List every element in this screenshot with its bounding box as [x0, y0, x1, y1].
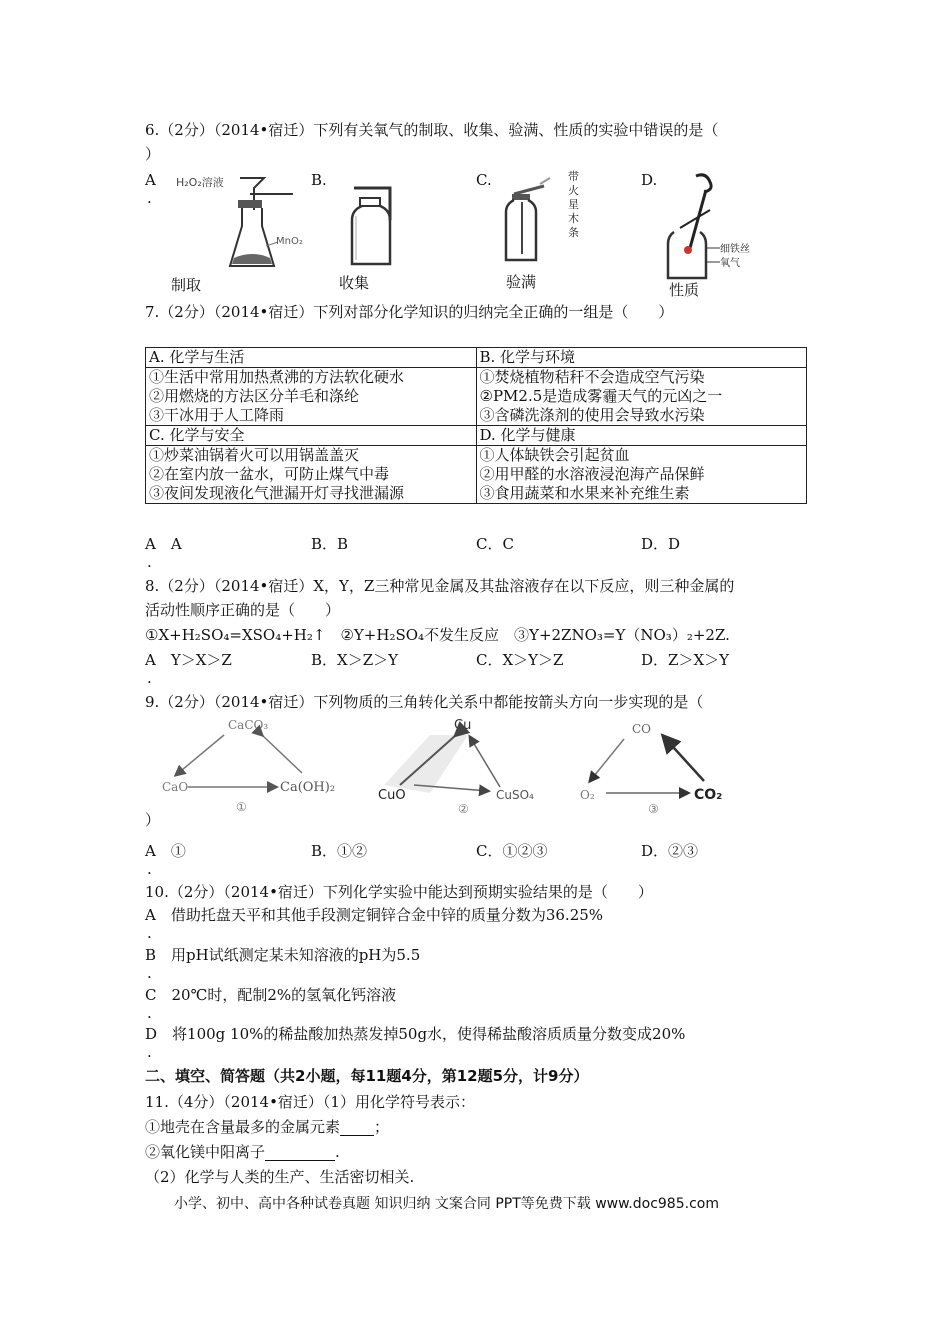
q11-stem: 11.（4分）（2014•宿迁）（1）用化学符号表示：	[145, 1093, 475, 1111]
section-2-title: 二、填空、简答题（共2小题，每11题4分，第12题5分，计9分）	[145, 1067, 589, 1085]
q11-line1: ①地壳在含量最多的金属元素 ；	[145, 1118, 390, 1136]
svg-text:火: 火	[568, 184, 579, 197]
q8-reactions: ①X+H₂SO₄=XSO₄+H₂↑ ②Y+H₂SO₄不发生反应 ③Y+2ZNO₃=Y（NO₃）₂+2Z.	[145, 626, 730, 644]
q9-stem: 9.（2分）（2014•宿迁）下列物质的三角转化关系中都能按箭头方向一步实现的是（	[145, 693, 704, 711]
note-oxygen: 氧气	[720, 258, 740, 269]
diagram-1-num: ①	[236, 800, 247, 814]
svg-text:星: 星	[568, 198, 579, 211]
diagram-3-num: ③	[648, 802, 659, 816]
q6-option-d-label: D.	[641, 171, 658, 189]
check-full-figure	[500, 168, 590, 268]
flask-apparatus-figure	[168, 170, 303, 275]
q6-stem: 6.（2分）（2014•宿迁）下列有关氧气的制取、收集、验满、性质的实验中错误的是（	[145, 121, 719, 139]
q7-option-b: B．B	[311, 535, 349, 553]
q7-option-c: C．C	[476, 535, 514, 553]
reagent-label-mno2: MnO₂	[276, 236, 303, 247]
q10-option-b: B 用pH试纸测定某未知溶液的pH为5.5	[145, 946, 421, 964]
diagram-1-right: Ca(OH)₂	[280, 780, 336, 795]
q9-option-a: A ①	[145, 842, 186, 860]
q7-cell-a-head: A. 化学与生活	[146, 348, 477, 368]
q7-cell-c-head: C. 化学与安全	[146, 426, 477, 446]
blank-2	[265, 1146, 335, 1161]
q6-option-c-label: C.	[476, 171, 492, 189]
q7-cell-b-items: ①焚烧植物秸秆不会造成空气污染 ②PM2.5是造成雾霾天气的元凶之一 ③含磷洗涤剂的使用会导致水污染	[476, 368, 807, 426]
diagram-3-right: CO₂	[694, 787, 723, 803]
diagram-3-left: O₂	[580, 788, 595, 802]
q6-caption-c: 验满	[506, 273, 537, 291]
diagram-2-left: CuO	[378, 788, 406, 803]
option-dot: .	[147, 189, 152, 207]
q7-option-a: A A	[145, 535, 182, 553]
option-dot: .	[147, 964, 152, 982]
q8-option-c: C．X＞Y＞Z	[476, 651, 564, 669]
q7-cell-c-items: ①炒菜油锅着火可以用锅盖盖灭 ②在室内放一盆水，可防止煤气中毒 ③夜间发现液化气泄漏开灯寻找泄漏源	[146, 446, 477, 504]
q6-caption-a: 制取	[171, 276, 202, 294]
q7-cell-a-items: ①生活中常用加热煮沸的方法软化硬水 ②用燃烧的方法区分羊毛和涤纶 ③干冰用于人工降雨	[146, 368, 477, 426]
q11-line3: （2）化学与人类的生产、生活密切相关.	[145, 1168, 415, 1186]
svg-text:带: 带	[568, 170, 579, 183]
q9-option-d: D．②③	[641, 842, 699, 860]
q8-stem-line2: 活动性顺序正确的是（ ）	[145, 601, 341, 619]
q7-cell-d-items: ①人体缺铁会引起贫血 ②用甲醛的水溶液浸泡海产品保鲜 ③食用蔬菜和水果来补充维生素	[476, 446, 807, 504]
iron-wire-figure	[660, 170, 760, 280]
triangle-diagram-3	[578, 715, 748, 815]
q9-stem-cont: ）	[145, 811, 161, 829]
reagent-label-h2o2: H₂O₂溶液	[176, 176, 224, 189]
triangle-diagram-1	[158, 715, 358, 815]
option-dot: .	[147, 669, 152, 687]
q10-option-d: D 将100g 10%的稀盐酸加热蒸发掉50g水，使得稀盐酸溶质质量分数变成20%	[145, 1025, 686, 1043]
option-dot: .	[147, 860, 152, 878]
diagram-2-top: Cu	[454, 718, 472, 733]
diagram-1-left: CaO	[162, 780, 189, 794]
q6-caption-b: 收集	[339, 274, 370, 292]
q7-table	[145, 347, 807, 504]
q7-stem: 7.（2分）（2014•宿迁）下列对部分化学知识的归纳完全正确的一组是（ ）	[145, 303, 674, 321]
q7-option-d: D．D	[641, 535, 681, 553]
q7-cell-b-head: B. 化学与环境	[476, 348, 807, 368]
diagram-1-top: CaCO₃	[228, 718, 269, 732]
note-iron-wire: 细铁丝	[720, 244, 750, 255]
q10-stem: 10.（2分）（2014•宿迁）下列化学实验中能达到预期实验结果的是（ ）	[145, 883, 653, 901]
q10-option-a: A 借助托盘天平和其他手段测定铜锌合金中锌的质量分数为36.25%	[145, 906, 604, 924]
blank-1	[340, 1121, 374, 1136]
svg-text:木: 木	[568, 212, 579, 225]
triangle-diagram-2	[370, 715, 560, 815]
diagram-2-right: CuSO₄	[496, 788, 534, 802]
diagram-3-top: CO	[632, 722, 652, 736]
q8-option-d: D．Z＞X＞Y	[641, 651, 730, 669]
option-dot: .	[147, 1043, 152, 1061]
diagram-2-num: ②	[458, 802, 469, 816]
option-dot: .	[147, 924, 152, 942]
q7-cell-d-head: D. 化学与健康	[476, 426, 807, 446]
page-footer: 小学、初中、高中各种试卷真题 知识归纳 文案合同 PPT等免费下载 www.doc985.com	[174, 1196, 719, 1212]
q8-option-b: B．X＞Z＞Y	[311, 651, 399, 669]
svg-text:条: 条	[568, 226, 579, 239]
q8-option-a: A Y＞X＞Z	[145, 651, 232, 669]
q10-option-c: C 20℃时，配制2%的氢氧化钙溶液	[145, 986, 397, 1004]
option-dot: .	[147, 553, 152, 571]
q9-option-c: C．①②③	[476, 842, 548, 860]
q6-option-b-label: B.	[311, 171, 327, 189]
collection-bottle-figure	[346, 180, 416, 270]
q6-caption-d: 性质	[669, 281, 700, 299]
option-dot: .	[147, 1004, 152, 1022]
q6-option-a-label: A	[145, 171, 156, 189]
q9-option-b: B．①②	[311, 842, 368, 860]
q6-stem-cont: ）	[145, 145, 161, 163]
q8-stem-line1: 8.（2分）（2014•宿迁）X，Y，Z三种常见金属及其盐溶液存在以下反应，则三种金属的	[145, 577, 735, 595]
q11-line2: ②氧化镁中阳离子 .	[145, 1143, 340, 1161]
